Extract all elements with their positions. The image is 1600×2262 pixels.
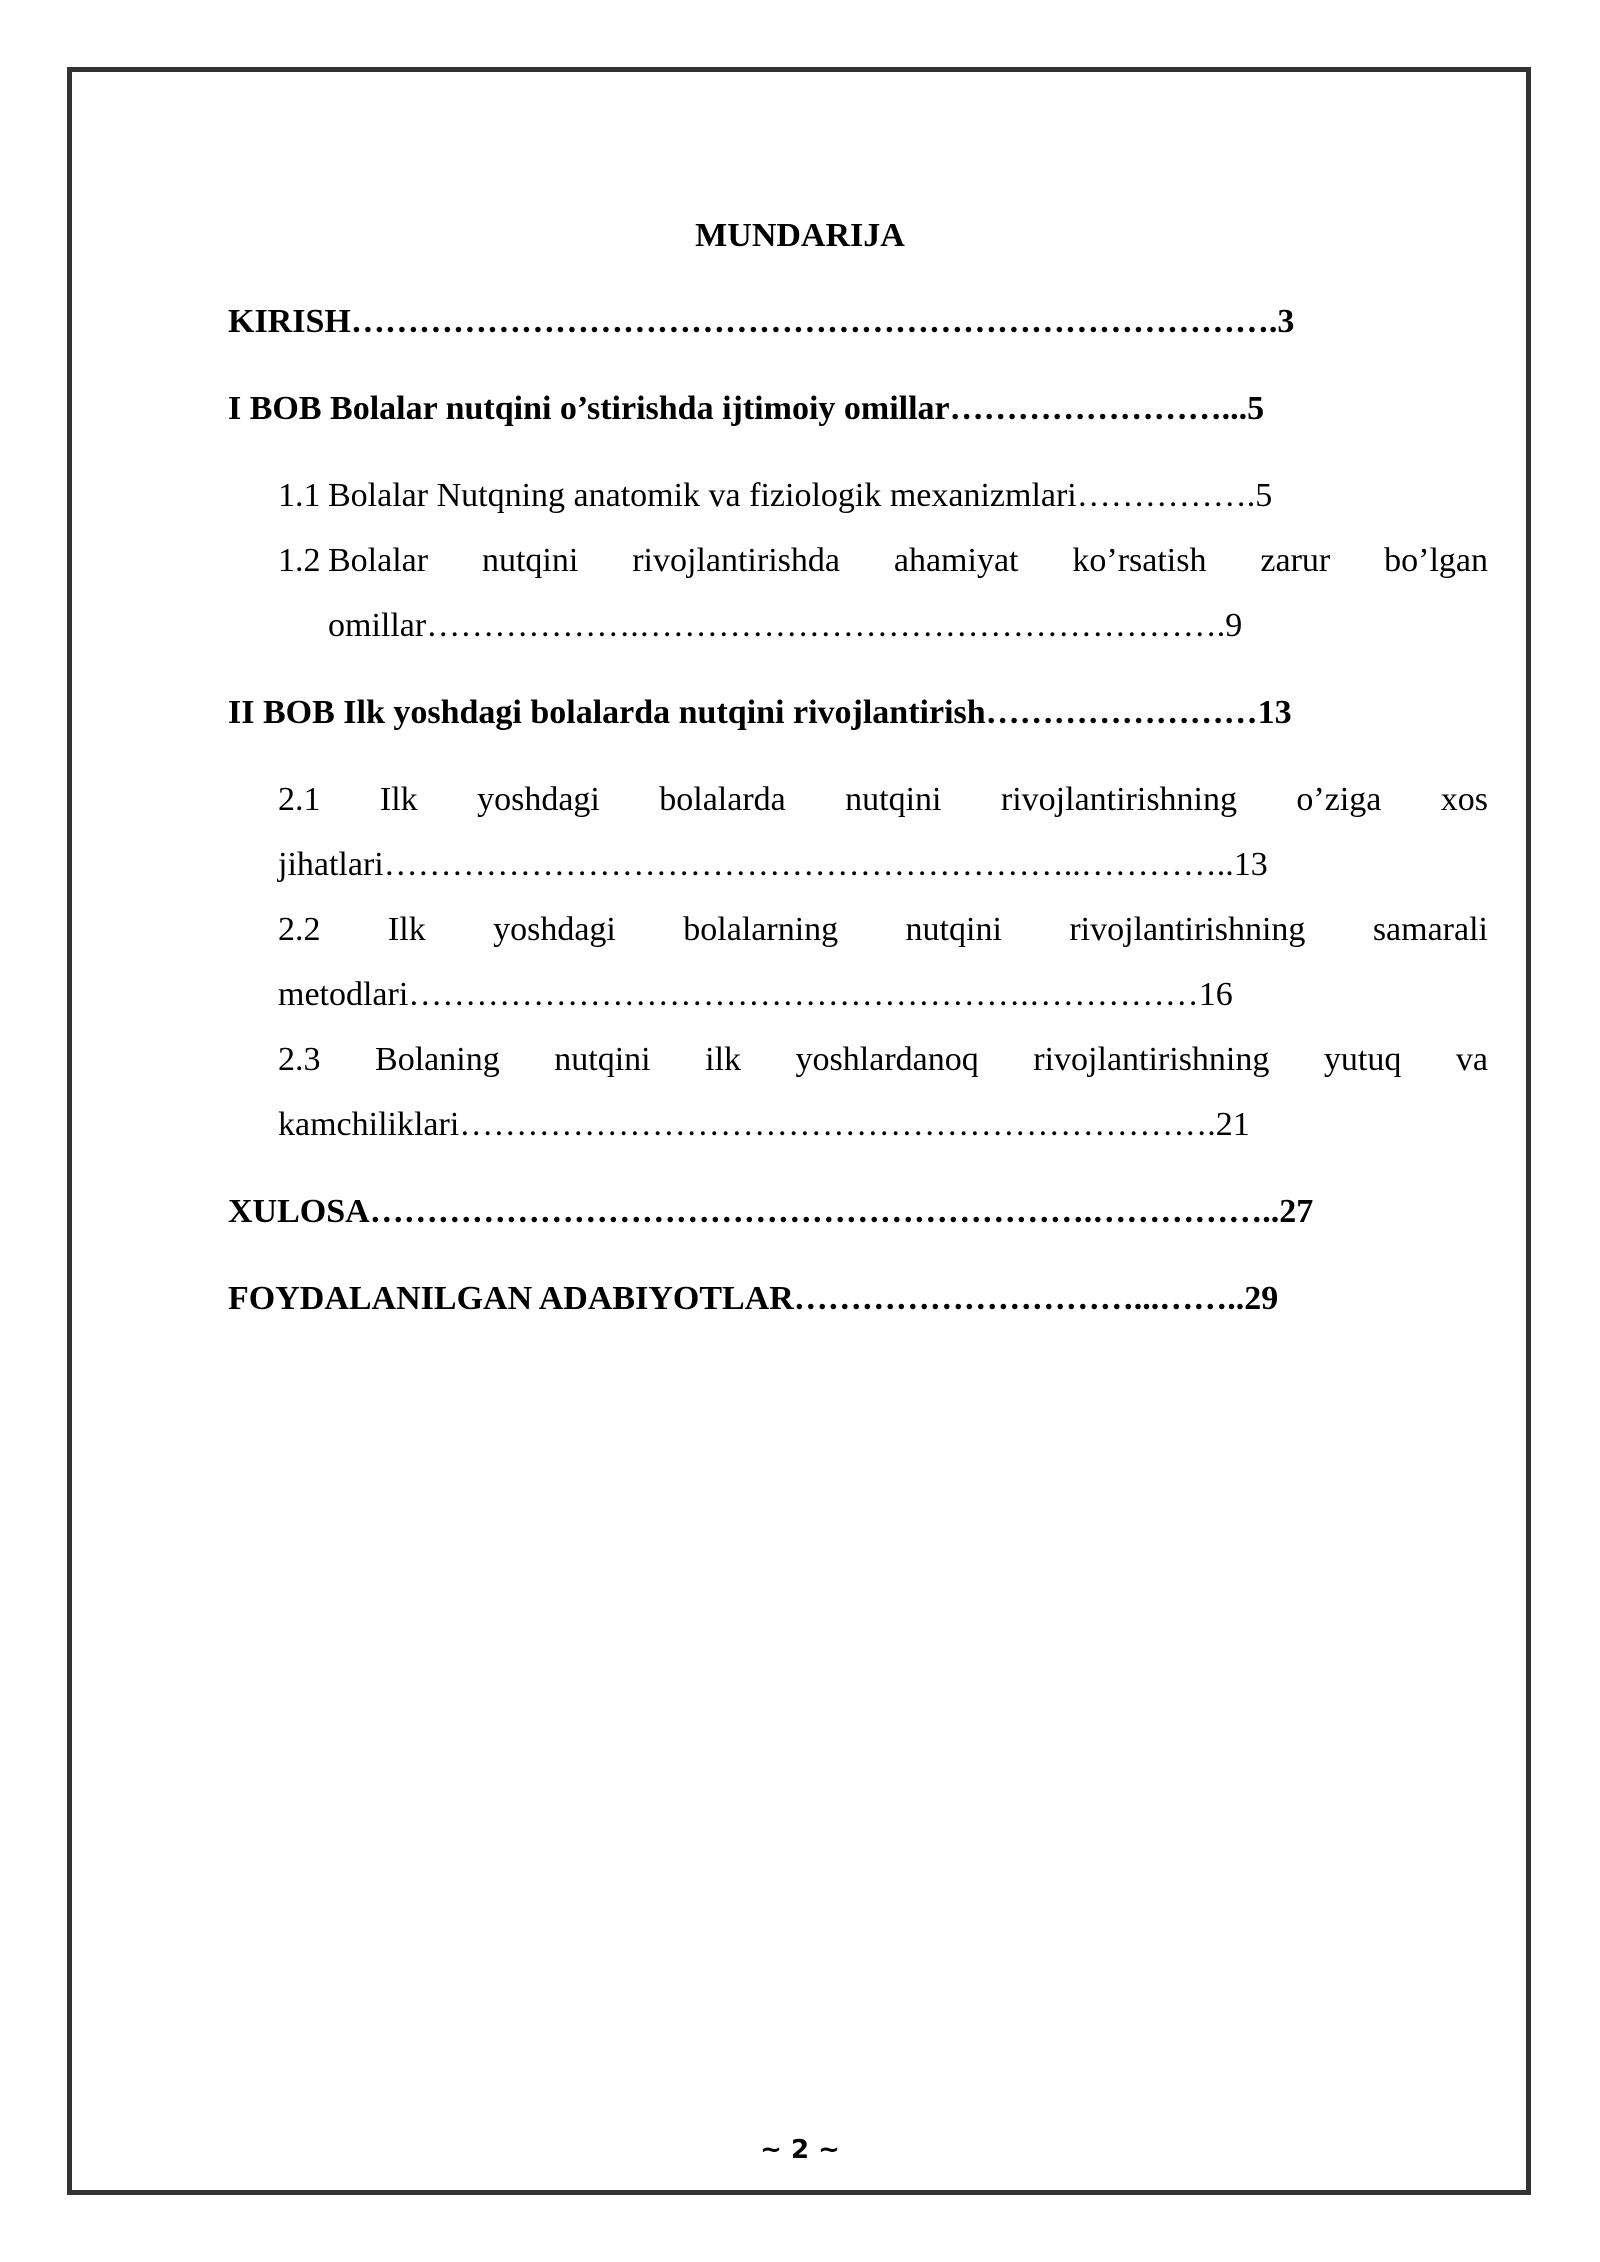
toc-entry-1-1 — [278, 472, 1272, 520]
document-title: MUNDARIJA — [695, 217, 905, 254]
toc-text-1-2-line2: omillar……………….…………………………………………….9 — [328, 607, 1243, 644]
toc-entry-2-2-line1: 2.2 Ilk yoshdagi bolalarning nutqini rivojlantirishning samarali — [278, 911, 1488, 948]
toc-text-1-2-line1: Bolalar nutqini rivojlantirishda ahamiyat ko’rsatish zarur bo’lgan — [328, 542, 1488, 579]
toc-entry-xulosa: XULOSA……………………………………………………….……………..27 — [228, 1193, 1314, 1230]
toc-text-1-1: Bolalar Nutqning anatomik va fiziologik mexanizmlari…………….5 — [328, 477, 1273, 514]
toc-entry-2-3-line1: 2.3 Bolaning nutqini ilk yoshlardanoq rivojlantirishning yutuq va — [278, 1041, 1488, 1078]
toc-entry-bob2: II BOB Ilk yoshdagi bolalarda nutqini rivojlantirish……………………13 — [228, 694, 1292, 731]
toc-entry-2-1-line2: jihatlari……………………………………………………..…………..13 — [278, 846, 1268, 883]
toc-number-1-1: 1.1 — [278, 477, 321, 514]
toc-number-1-2: 1.2 — [278, 542, 321, 579]
toc-entry-foydalanilgan-adabiyotlar: FOYDALANILGAN ADABIYOTLAR…………………………...……..29 — [228, 1280, 1279, 1317]
page-number: ~ 2 ~ — [760, 2135, 840, 2165]
toc-entry-2-3-line2: kamchiliklari………………………………………………………….21 — [278, 1106, 1250, 1143]
toc-entry-2-1-line1: 2.1 Ilk yoshdagi bolalarda nutqini rivojlantirishning o’ziga xos — [278, 781, 1488, 818]
toc-entry-bob1: I BOB Bolalar nutqini o’stirishda ijtimoiy omillar……………………...5 — [228, 390, 1265, 427]
toc-entry-kirish: KIRISH……………………………………………………………………….3 — [228, 303, 1295, 340]
toc-entry-2-2-line2: metodlari……………………………………………….……………16 — [278, 976, 1233, 1013]
toc-entry-1-2 — [278, 537, 1488, 585]
